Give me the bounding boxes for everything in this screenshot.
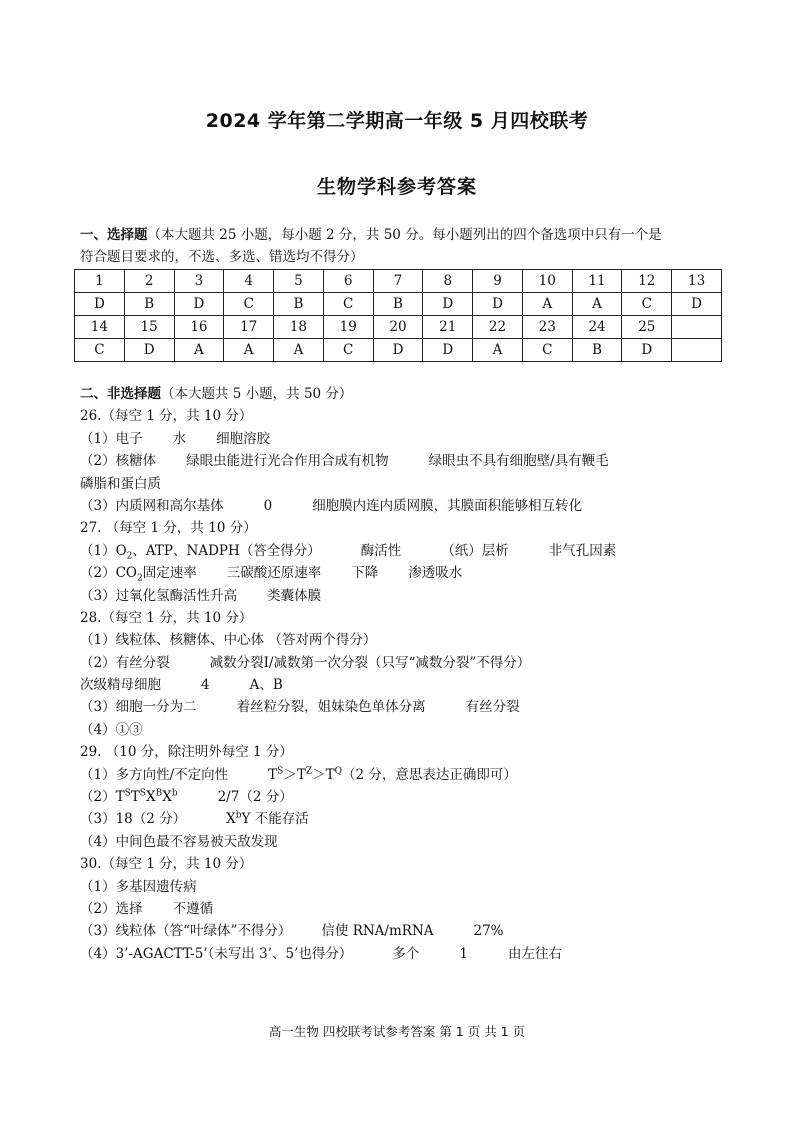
table-cell: 7 xyxy=(373,270,423,293)
answer-text: 、ATP、NADPH（答全得分） xyxy=(132,542,321,559)
answer-text: （3）过氧化氢酶活性升高 xyxy=(80,587,238,604)
answer-text: 细胞溶胶 xyxy=(216,430,271,447)
answer-text: 有丝分裂 xyxy=(465,699,520,716)
section2-description: （本大题共 5 小题，共 50 分） xyxy=(161,386,353,402)
q30-line4 xyxy=(80,943,730,965)
answer-text: （2 分，意思表达正确即可） xyxy=(342,766,517,783)
table-cell: B xyxy=(373,293,423,316)
q30-title: 30.（每空 1 分，共 10 分） xyxy=(80,856,253,873)
answer-text: 减数分裂Ⅰ/减数第一次分裂（只写“减数分裂”不得分） xyxy=(209,654,531,671)
section-free-response xyxy=(80,383,730,965)
q26-line1 xyxy=(80,428,730,450)
answer-text: （3）内质网和高尔基体 xyxy=(80,497,224,514)
table-row-numbers-2 xyxy=(75,316,722,339)
superscript: S xyxy=(277,766,284,777)
table-cell: 23 xyxy=(522,316,572,339)
answer-text: 绿眼虫能进行光合作用合成有机物 xyxy=(186,453,389,470)
table-cell: C xyxy=(522,339,572,362)
answer-text: （2）选择 xyxy=(80,900,143,917)
table-cell: 17 xyxy=(224,316,274,339)
q27-line1 xyxy=(80,540,730,562)
q28-line1: （1）线粒体、核糖体、中心体 （答对两个得分） xyxy=(80,632,377,649)
answer-text: （3）线粒体（答“叶绿体”不得分） xyxy=(80,923,292,940)
section2-heading: 二、非选择题 xyxy=(80,386,161,402)
table-cell: A xyxy=(224,339,274,362)
answer-text: 酶活性 xyxy=(360,542,402,559)
answer-text: 27% xyxy=(473,923,504,940)
answer-text: Y 不能存活 xyxy=(241,811,309,828)
section1-description-cont: 符合题目要求的，不选、多选、错选均不得分） xyxy=(80,249,364,265)
table-cell: B xyxy=(274,293,324,316)
answer-text: 由左往右 xyxy=(508,945,562,962)
q30-line2 xyxy=(80,898,730,920)
table-cell: D xyxy=(174,293,224,316)
table-cell: 22 xyxy=(473,316,523,339)
table-cell: 1 xyxy=(75,270,125,293)
subscript: 2 xyxy=(126,551,133,562)
answer-text: （2）T xyxy=(80,789,125,806)
section1-description: （本大题共 25 小题，每小题 2 分，共 50 分。每小题列出的四个备选项中只有一个是 xyxy=(147,227,662,243)
answer-text: 非气孔因素 xyxy=(548,542,617,559)
answer-text: 着丝粒分裂，姐妹染色单体分离 xyxy=(236,699,426,716)
answer-text: A、B xyxy=(249,677,283,694)
answer-text: （2）核糖体 xyxy=(80,453,157,470)
table-cell: C xyxy=(224,293,274,316)
answer-text: 2/7（2 分） xyxy=(217,789,293,806)
table-cell: 25 xyxy=(622,316,672,339)
answer-text: 水 xyxy=(172,430,187,447)
q29-line4: （4）中间色最不容易被天敌发现 xyxy=(80,833,278,850)
subscript: 2 xyxy=(137,573,143,584)
superscript: b xyxy=(171,788,178,799)
table-cell: 2 xyxy=(124,270,174,293)
superscript: Q xyxy=(334,766,343,777)
answer-text: 次级精母细胞 xyxy=(80,677,161,694)
q28-line2-cont xyxy=(80,674,730,696)
q26-line3 xyxy=(80,495,730,517)
table-row-answers-1 xyxy=(75,293,722,316)
table-cell: 8 xyxy=(423,270,473,293)
answer-text: 1 xyxy=(459,945,468,962)
table-cell: A xyxy=(473,339,523,362)
table-cell: D xyxy=(373,339,423,362)
q26-line2 xyxy=(80,450,730,472)
superscript: b xyxy=(235,810,242,821)
answer-text: 类囊体膜 xyxy=(267,587,322,604)
q26-line2-cont: 磷脂和蛋白质 xyxy=(80,475,161,492)
answer-text: （1）电子 xyxy=(80,430,143,447)
table-cell xyxy=(672,316,722,339)
answer-text: 多个 xyxy=(392,945,420,962)
table-cell: C xyxy=(323,293,373,316)
answer-text: X xyxy=(162,789,172,806)
answer-text: 0 xyxy=(263,497,273,514)
answer-text: ＞T xyxy=(312,766,335,783)
table-cell: 6 xyxy=(323,270,373,293)
answer-text: 信使 RNA/mRNA xyxy=(321,923,434,940)
table-cell: 11 xyxy=(572,270,622,293)
table-cell: D xyxy=(423,293,473,316)
answer-text: T xyxy=(130,789,140,806)
answer-text: （3）细胞一分为二 xyxy=(80,699,197,716)
table-cell: C xyxy=(75,339,125,362)
answer-text: 绿眼虫不具有细胞壁/具有鞭毛 xyxy=(428,453,609,470)
q27-line3 xyxy=(80,585,730,607)
answer-text: （1）O xyxy=(80,542,127,559)
section1-heading: 一、选择题 xyxy=(80,227,148,243)
answer-text: ＞T xyxy=(283,766,306,783)
answer-text: X xyxy=(226,811,236,828)
table-cell: A xyxy=(572,293,622,316)
answer-text: X xyxy=(145,789,156,806)
answer-text: 细胞膜内连内质网膜，其膜面积能够相互转化 xyxy=(312,497,583,514)
answer-text: 固定速率 xyxy=(142,565,197,582)
table-cell: 15 xyxy=(124,316,174,339)
table-cell: 18 xyxy=(274,316,324,339)
q27-title: 27. （每空 1 分，共 10 分） xyxy=(80,520,257,537)
answer-text: （2）有丝分裂 xyxy=(80,654,170,671)
table-cell: B xyxy=(572,339,622,362)
table-cell: 16 xyxy=(174,316,224,339)
answer-text: （1）多方向性/不定向性 xyxy=(80,766,229,783)
table-cell: 24 xyxy=(572,316,622,339)
table-row-numbers-1 xyxy=(75,270,722,293)
answer-text: 渗透吸水 xyxy=(408,565,463,582)
answer-text: 下降 xyxy=(351,565,379,582)
table-cell: 10 xyxy=(522,270,572,293)
answer-text: 三碳酸还原速率 xyxy=(226,565,322,582)
answer-text: T xyxy=(268,766,278,783)
exam-title: 2024 学年第二学期高一年级 5 月四校联考 xyxy=(205,110,589,132)
table-cell: D xyxy=(423,339,473,362)
q29-line3 xyxy=(80,808,730,830)
answer-text: 不遵循 xyxy=(172,900,214,917)
table-cell: D xyxy=(473,293,523,316)
table-row-answers-2 xyxy=(75,339,722,362)
table-cell: C xyxy=(323,339,373,362)
table-cell: D xyxy=(672,293,722,316)
q30-line1: （1）多基因遗传病 xyxy=(80,878,197,895)
table-cell: 3 xyxy=(174,270,224,293)
table-cell: 4 xyxy=(224,270,274,293)
q28-line2 xyxy=(80,652,730,674)
q28-line4: （4）①③ xyxy=(80,721,143,738)
superscript: Z xyxy=(305,766,313,777)
q26-title: 26.（每空 1 分，共 10 分） xyxy=(80,408,253,425)
answer-text: （4）3’-AGACTT-5’（未写出 3’、5’也得分） xyxy=(80,945,353,962)
superscript: S xyxy=(124,788,131,799)
table-cell: 5 xyxy=(274,270,324,293)
table-cell: 21 xyxy=(423,316,473,339)
q28-title: 28.（每空 1 分，共 10 分） xyxy=(80,609,253,626)
table-cell: A xyxy=(174,339,224,362)
table-cell xyxy=(672,339,722,362)
answer-text: （纸）层析 xyxy=(441,542,509,559)
answer-text: 4 xyxy=(201,677,210,694)
document-subtitle: 生物学科参考答案 xyxy=(316,176,477,198)
table-cell: 9 xyxy=(473,270,523,293)
answer-text: （3）18（2 分） xyxy=(80,811,187,828)
table-cell: C xyxy=(622,293,672,316)
q29-line1 xyxy=(80,764,730,786)
q30-line3 xyxy=(80,920,730,942)
superscript: B xyxy=(155,788,163,799)
table-cell: A xyxy=(522,293,572,316)
superscript: S xyxy=(139,788,146,799)
q28-line3 xyxy=(80,696,730,718)
answer-table xyxy=(74,269,722,362)
table-cell: D xyxy=(75,293,125,316)
table-cell: 14 xyxy=(75,316,125,339)
answer-text: （2）CO xyxy=(80,565,137,582)
q27-line2 xyxy=(80,562,730,584)
q29-line2 xyxy=(80,786,730,808)
table-cell: 20 xyxy=(373,316,423,339)
table-cell: 13 xyxy=(672,270,722,293)
section-multiple-choice xyxy=(80,224,730,268)
table-cell: 12 xyxy=(622,270,672,293)
q29-title: 29. （10 分，除注明外每空 1 分） xyxy=(80,744,293,761)
table-cell: D xyxy=(622,339,672,362)
table-cell: 19 xyxy=(323,316,373,339)
table-cell: D xyxy=(124,339,174,362)
table-cell: B xyxy=(124,293,174,316)
page-footer: 高一生物 四校联考试参考答案 第 1 页 共 1 页 xyxy=(268,1024,526,1039)
table-cell: A xyxy=(274,339,324,362)
